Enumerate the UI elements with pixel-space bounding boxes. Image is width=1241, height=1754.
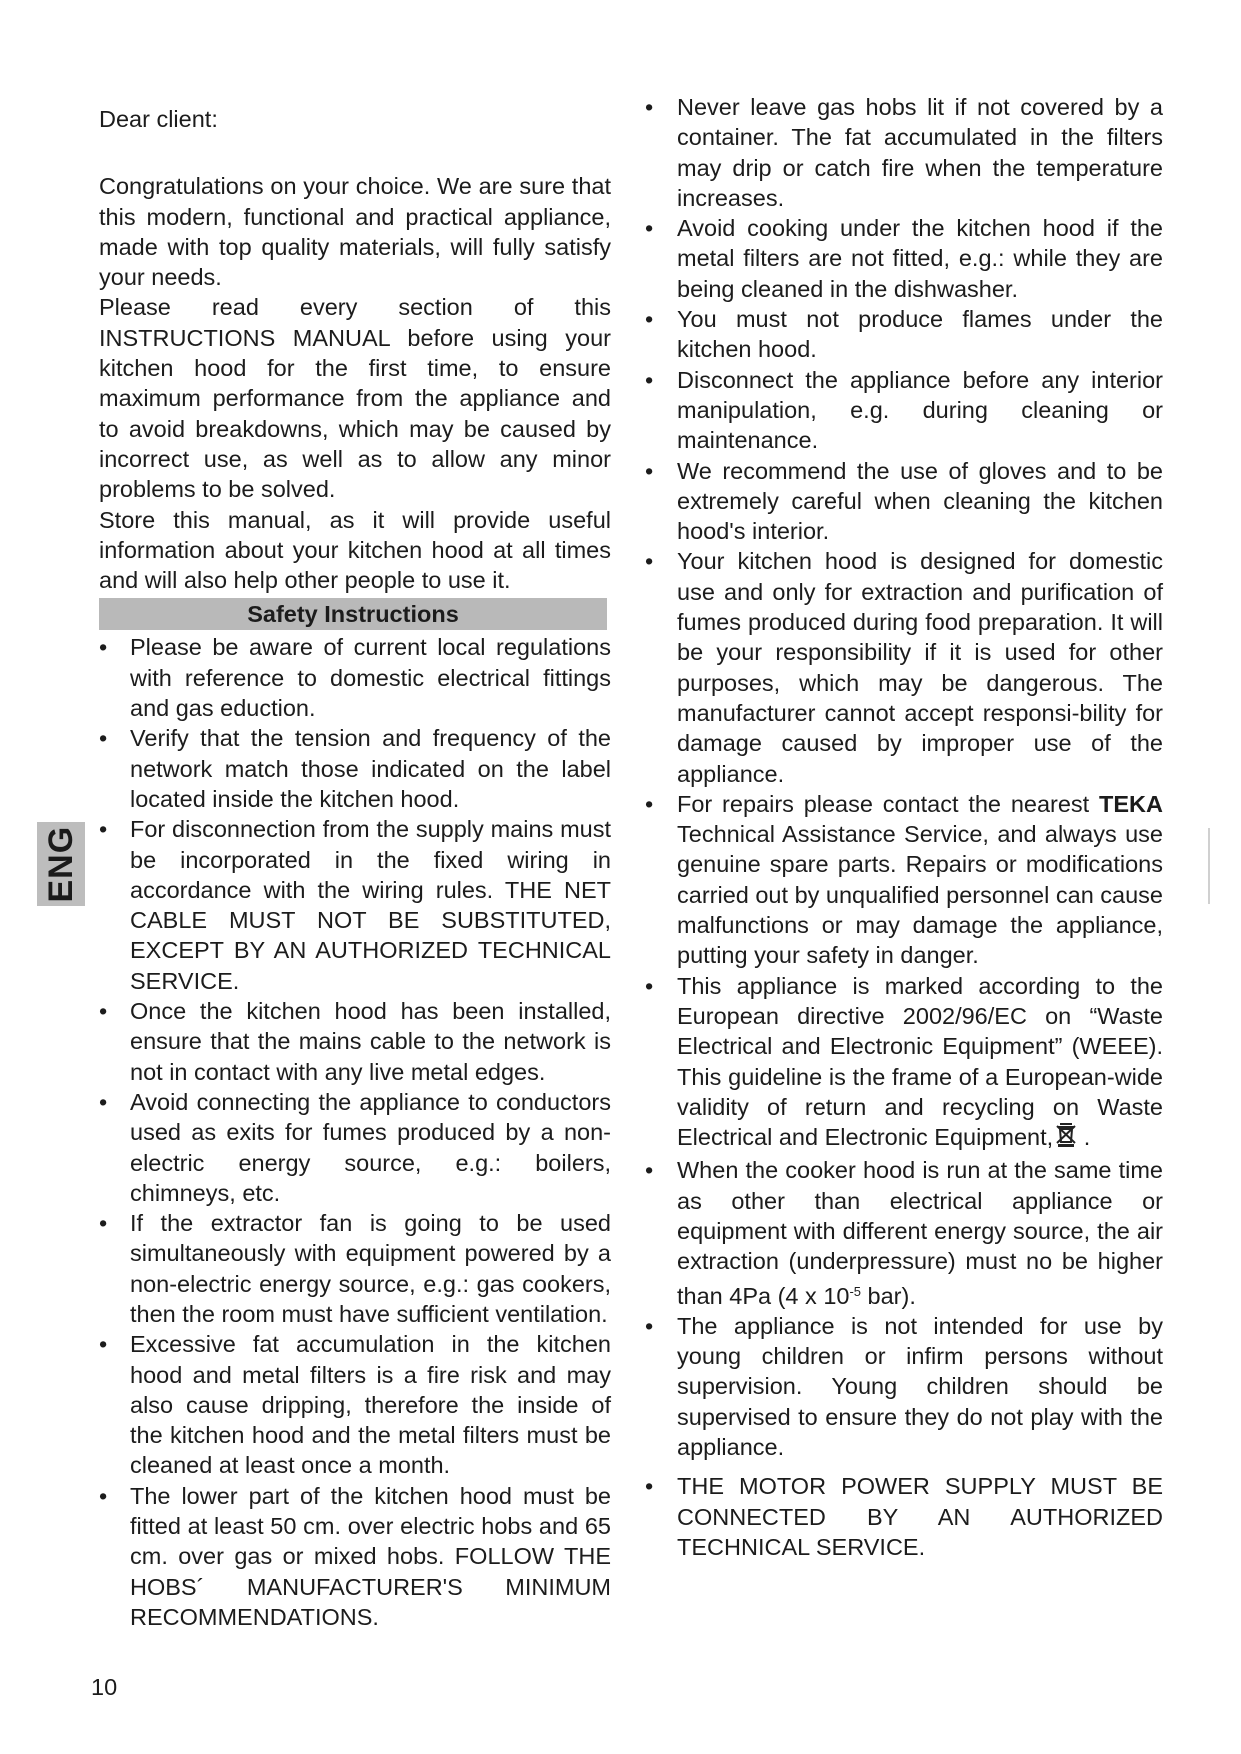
right-column: [645, 92, 1163, 1562]
list-item: • Once the kitchen hood has been installed, ensure that the mains cable to the network is not in contact with any live metal edges.: [99, 998, 611, 1085]
bullet: •: [99, 1331, 108, 1358]
bullet: •: [645, 94, 654, 120]
list-item: • You must not produce flames under the kitchen hood.: [645, 306, 1163, 363]
motor-item: • THE MOTOR POWER SUPPLY MUST BE CONNECTED BY AN AUTHORIZED TECHNICAL SERVICE.: [645, 1473, 1163, 1560]
brand-name: TEKA: [1099, 790, 1163, 817]
page-edge-mark: [1208, 828, 1210, 904]
safety-list-right: [645, 92, 1163, 1562]
crossed-bin-icon: [1055, 1122, 1077, 1155]
intro-paragraph: Please read every section of this INSTRUCTIONS MANUAL before using your kitchen hood for the first time, to ensure maximum performance from the appliance and to avoid breakdowns, which may be caused by incorrect use, as well as to allow any minor problems to be solved.: [99, 294, 611, 503]
language-tab: [37, 822, 85, 906]
intro-paragraph: Congratulations on your choice. We are sure that this modern, functional and practical appliance, made with top quality materials, will fully satisfy your needs.: [99, 173, 611, 291]
repairs-item: [645, 789, 1163, 971]
bullet: •: [645, 1312, 654, 1339]
list-item: • The lower part of the kitchen hood must be fitted at least 50 cm. over electric hobs and 65 cm. over gas or mixed hobs. FOLLOW THE HOBS´ MANUFACTURER'S MINIMUM RECOMMENDATIONS.: [99, 1482, 611, 1630]
list-item: • Disconnect the appliance before any interior manipulation, e.g. during cleaning or maintenance.: [645, 366, 1163, 454]
weee-item: [645, 971, 1163, 1156]
pressure-end: bar).: [861, 1282, 916, 1309]
bullet: •: [645, 215, 654, 242]
pressure-text: When the cooker hood is run at the same time as other than electrical appliance or equipment with different energy source, the air extraction (underpressure) must no be higher than 4Pa (4 x 10: [677, 1157, 1163, 1309]
intro-paragraph: Store this manual, as it will provide useful information about your kitchen hood at all times and will also help other people to use it.: [99, 506, 611, 594]
bullet: •: [645, 790, 654, 817]
bullet: •: [99, 816, 108, 843]
list-item: • Avoid connecting the appliance to conductors used as exits for fumes produced by a non-electric energy source, e.g.: boilers, chimneys, etc.: [99, 1088, 611, 1206]
repairs-lead: For repairs please contact the nearest: [677, 790, 1090, 817]
bullet: •: [99, 1088, 108, 1115]
weee-text: This appliance is marked according to the European directive 2002/96/EC on “Waste Electrical and Electronic Equipment” (WEEE). This guideline is the frame of a European-wide validity of return and recycling on Waste Electrical and Electronic Equipment,: [677, 972, 1163, 1151]
list-item: • We recommend the use of gloves and to be extremely careful when cleaning the kitchen hood's interior.: [645, 457, 1163, 545]
weee-end: .: [1083, 1124, 1091, 1151]
bullet: •: [99, 998, 108, 1025]
list-item: • Excessive fat accumulation in the kitchen hood and metal filters is a fire risk and may also cause dripping, therefore the inside of the kitchen hood and the metal filters must be cleaned at least once a month.: [99, 1331, 611, 1479]
list-item: • Avoid cooking under the kitchen hood if the metal filters are not fitted, e.g.: while they are being cleaned in the dishwasher.: [645, 215, 1163, 302]
bullet: •: [645, 366, 654, 393]
list-item: • Never leave gas hobs lit if not covered by a container. The fat accumulated in the filters may drip or catch fire when the temperature increases.: [645, 94, 1163, 211]
list-item: • Please be aware of current local regulations with reference to domestic electrical fittings and gas eduction.: [99, 634, 611, 722]
pressure-exponent: -5: [849, 1283, 862, 1299]
section-heading: Safety Instructions: [99, 598, 607, 630]
greeting: Dear client:: [99, 106, 218, 132]
left-column: [99, 104, 611, 1632]
bullet: •: [99, 725, 108, 752]
children-item: • The appliance is not intended for use by young children or infirm persons without supervision. Young children should be supervised to ensure they do not play with the appliance.: [645, 1312, 1163, 1461]
page-number: 10: [91, 1674, 118, 1700]
bullet: •: [645, 306, 654, 333]
bullet: •: [99, 1210, 108, 1237]
bullet: •: [645, 1473, 654, 1500]
bullet: •: [645, 548, 654, 575]
list-item: • Verify that the tension and frequency of the network match those indicated on the label located inside the kitchen hood.: [99, 725, 611, 812]
bullet: •: [645, 457, 654, 484]
safety-list-left: [99, 632, 611, 1632]
pressure-item: [645, 1155, 1163, 1310]
list-item: • For disconnection from the supply mains must be incorporated in the fixed wiring in accordance with the wiring rules. THE NET CABLE MUST NOT BE SUBSTITUTED, EXCEPT BY AN AUTHORIZED TECHNICAL SERVICE.: [99, 816, 611, 994]
repairs-rest: Technical Assistance Service, and always use genuine spare parts. Repairs or modifications carried out by unqualified personnel can cause malfunctions or may damage the appliance, putting your safety in danger.: [677, 821, 1163, 969]
list-item: • Your kitchen hood is designed for domestic use and only for extraction and purification of fumes produced during food preparation. It will be your responsibility if it is used for other purposes, which may be dangerous. The manufacturer cannot accept responsi-bility for damage caused by improper use of the appliance.: [645, 548, 1163, 787]
bullet: •: [645, 1157, 654, 1184]
list-item: • If the extractor fan is going to be used simultaneously with equipment powered by a non-electric energy source, e.g.: gas cookers, then the room must have sufficient ventilation.: [99, 1210, 611, 1327]
bullet: •: [645, 972, 654, 999]
language-label: ENG: [41, 825, 80, 903]
bullet: •: [99, 1482, 108, 1509]
bullet: •: [99, 634, 108, 661]
